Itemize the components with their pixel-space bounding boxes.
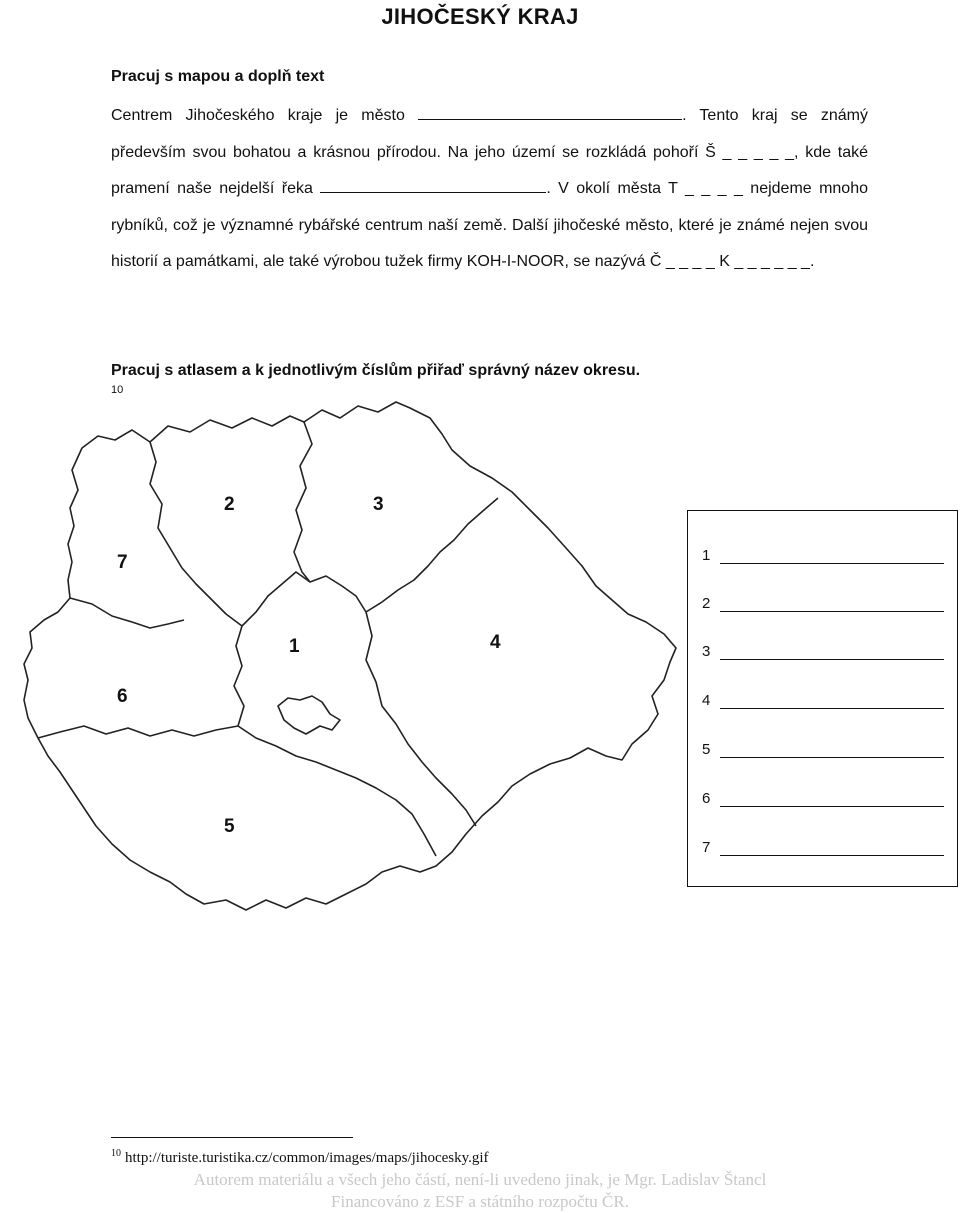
region-map bbox=[0, 395, 690, 915]
district-border bbox=[234, 626, 244, 726]
paragraph-text-1: Centrem Jihočeského kraje je město bbox=[111, 107, 405, 124]
answer-row[interactable] bbox=[702, 790, 944, 807]
author-credit: Autorem materiálu a všech jeho částí, není-li uvedeno jinak, je Mgr. Ladislav Štancl bbox=[193, 1170, 767, 1189]
blank-river[interactable] bbox=[320, 176, 546, 193]
answer-number: 2 bbox=[702, 595, 711, 612]
map-label-6: 6 bbox=[117, 686, 128, 707]
answer-row[interactable] bbox=[702, 839, 944, 856]
page-title: JIHOČESKÝ KRAJ bbox=[381, 4, 579, 29]
district-border bbox=[150, 442, 242, 626]
answer-line[interactable] bbox=[720, 645, 944, 660]
district-border bbox=[366, 612, 476, 826]
answer-number: 7 bbox=[702, 839, 711, 856]
answer-row[interactable] bbox=[702, 692, 944, 709]
answer-line[interactable] bbox=[720, 549, 944, 564]
task-heading-map: Pracuj s mapou a doplň text bbox=[111, 68, 325, 85]
city-enclave bbox=[278, 696, 340, 734]
paragraph-text-3: . V okolí města T _ _ _ _ nejdeme mnoho rybníků, což je významné rybářské centrum naší země. Další jihočeské město, které je známé nejen svou historií a památkami, ale také výrobou tužek firmy KOH-I-NOOR, se nazývá Č _ _ _ _ K _ _ _ _ _ _. bbox=[111, 180, 869, 270]
task-heading-atlas: Pracuj s atlasem a k jednotlivým číslům přiřaď správný název okresu. bbox=[111, 362, 641, 379]
map-label-1: 1 bbox=[289, 636, 300, 657]
answer-line[interactable] bbox=[720, 597, 944, 612]
answer-line[interactable] bbox=[720, 841, 944, 856]
answer-number: 6 bbox=[702, 790, 711, 807]
funding-credit: Financováno z ESF a státního rozpočtu ČR. bbox=[331, 1192, 629, 1211]
footnote-mark: 10 bbox=[111, 1148, 121, 1159]
answer-line[interactable] bbox=[720, 694, 944, 709]
map-label-7: 7 bbox=[117, 552, 128, 573]
region-outline bbox=[24, 402, 676, 910]
footnote-url[interactable]: http://turiste.turistika.cz/common/images/maps/jihocesky.gif bbox=[125, 1150, 489, 1166]
answer-row[interactable] bbox=[702, 643, 944, 660]
answer-line[interactable] bbox=[720, 792, 944, 807]
footnote-divider bbox=[111, 1137, 353, 1138]
map-label-2: 2 bbox=[224, 494, 235, 515]
map-label-3: 3 bbox=[373, 494, 384, 515]
answer-number: 4 bbox=[702, 692, 711, 709]
fill-in-paragraph bbox=[111, 98, 868, 281]
answer-number: 5 bbox=[702, 741, 711, 758]
answer-number: 1 bbox=[702, 547, 711, 564]
footnote bbox=[111, 1148, 489, 1167]
answer-row[interactable] bbox=[702, 741, 944, 758]
district-border bbox=[38, 726, 238, 738]
answer-row[interactable] bbox=[702, 595, 944, 612]
footnote-reference: 10 bbox=[111, 384, 124, 396]
answer-box bbox=[687, 510, 958, 887]
district-border bbox=[238, 726, 436, 856]
district-border bbox=[294, 422, 312, 582]
answer-line[interactable] bbox=[720, 743, 944, 758]
blank-city[interactable] bbox=[418, 103, 682, 120]
map-label-5: 5 bbox=[224, 816, 235, 837]
district-border bbox=[242, 498, 498, 626]
answer-row[interactable] bbox=[702, 547, 944, 564]
answer-number: 3 bbox=[702, 643, 711, 660]
district-border bbox=[70, 598, 184, 628]
paragraph-text-2: . Tento kraj se známý především svou bohatou a krásnou přírodou. Na jeho území se rozkládá pohoří Š _ _ _ _ _, kde také pramení naše nejdelší řeka bbox=[111, 107, 869, 197]
map-label-4: 4 bbox=[490, 632, 501, 653]
